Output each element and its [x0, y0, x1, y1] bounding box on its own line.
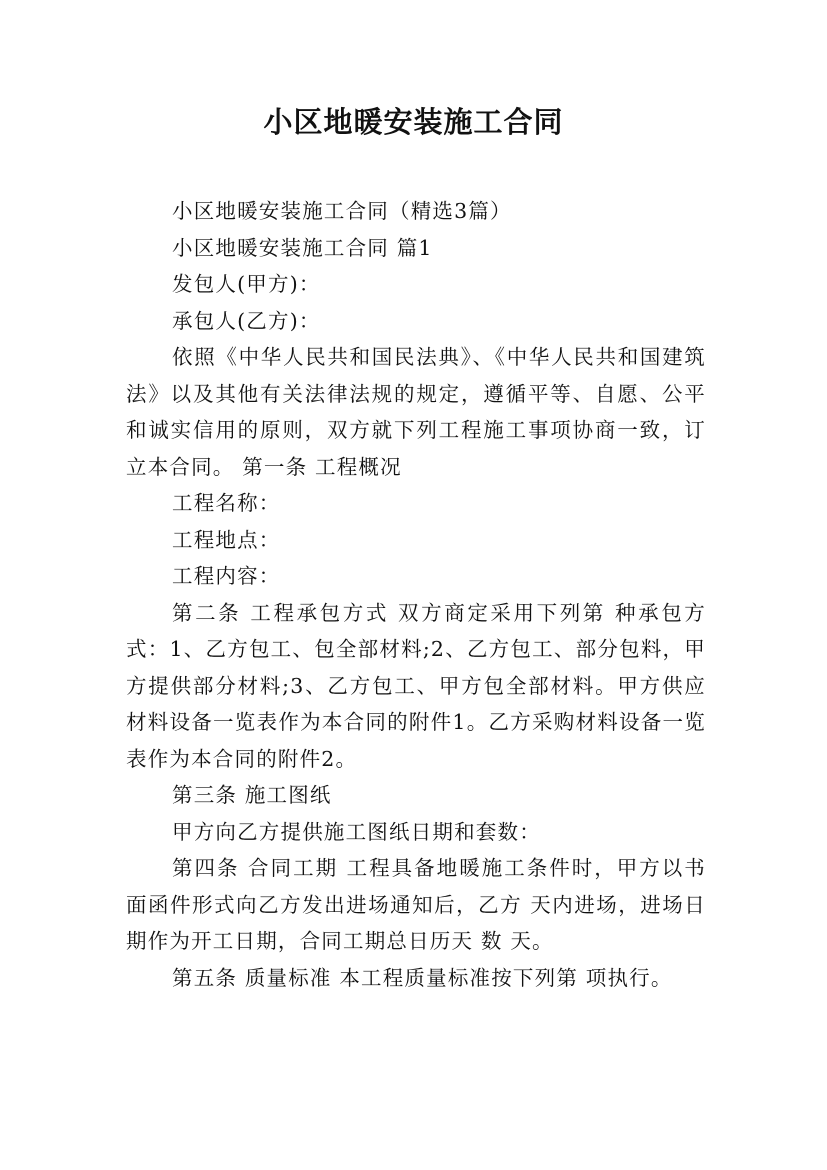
paragraph-section-heading: 小区地暖安装施工合同 篇1 [172, 235, 433, 260]
document-body [126, 193, 706, 996]
paragraph-party-a: 发包人(甲方)： [172, 272, 321, 296]
paragraph-article-4: 第四条 合同工期 工程具备地暖施工条件时，甲方以书面函件形式向乙方发出进场通知后，乙方 天内进场，进场日期作为开工日期，合同工期总日历天 数 天。 [126, 856, 706, 953]
paragraph-preamble: 依照《中华人民共和国民法典》、《中华人民共和国建筑法》以及其他有关法律法规的规定，遵循平等、自愿、公平和诚实信用的原则，双方就下列工程施工事项协商一致，订立本合同。 第一条 工程概况 [126, 345, 706, 479]
paragraph-drawings: 甲方向乙方提供施工图纸日期和套数： [172, 819, 541, 844]
document-title: 小区地暖安装施工合同 [263, 105, 564, 139]
paragraph-article-2: 第二条 工程承包方式 双方商定采用下列第 种承包方式：1、乙方包工、包全部材料;2、乙方包工、部分包料，甲方提供部分材料;3、乙方包工、甲方包全部材料。甲方供应材料设备一览表作为本合同的附件1。乙方采购材料设备一览表作为本合同的附件2。 [126, 600, 706, 771]
paragraph-project-name: 工程名称： [172, 491, 281, 515]
paragraph-party-b: 承包人(乙方)： [172, 308, 321, 333]
paragraph-project-content: 工程内容： [172, 564, 281, 588]
paragraph-article-3: 第三条 施工图纸 [172, 783, 332, 807]
paragraph-project-location: 工程地点： [172, 527, 281, 552]
paragraph-article-5: 第五条 质量标准 本工程质量标准按下列第 项执行。 [172, 965, 673, 990]
paragraph-subtitle: 小区地暖安装施工合同（精选3篇） [172, 199, 512, 223]
